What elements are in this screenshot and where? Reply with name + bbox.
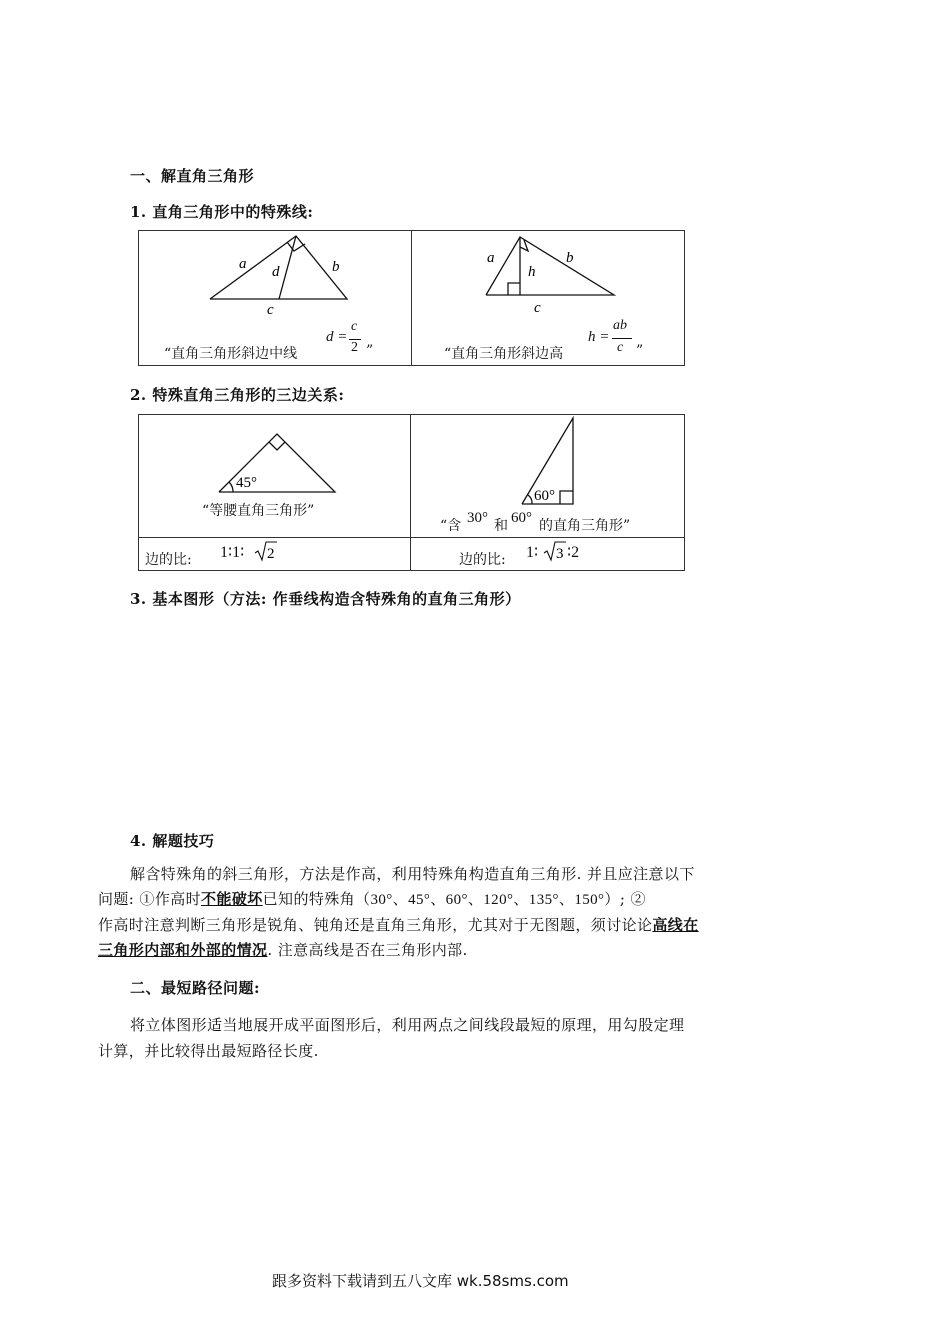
sqrt-radicand-2: 2 [267,546,275,562]
altitude-caption: “直角三角形斜边高 [444,346,564,362]
label-a: a [239,256,247,272]
sqrt-symbol [254,539,278,563]
angle-60-label: 60° [534,488,555,504]
median-formula-num: c [351,319,358,334]
median-formula-lhs: d = [326,329,348,345]
caption-angle-60: 60° [511,510,532,526]
item3-title: 3. 基本图形（方法: 作垂线构造含特殊角的直角三角形） [130,590,521,608]
tips-line-1: 解含特殊角的斜三角形，方法是作高，利用特殊角构造直角三角形. 并且应注意以下 [130,865,695,883]
isosceles-right-triangle-diagram [139,415,409,505]
30-60-triangle-diagram [411,415,683,507]
altitude-formula-num: ab [613,318,627,333]
label-c: c [534,300,541,316]
angle-arc [528,495,532,504]
30-60-caption-post: 的直角三角形” [539,518,631,534]
emphasis-no-break: 不能破坏 [201,890,263,908]
label-h: h [528,264,536,280]
footer-link[interactable]: 跟多资料下载请到五八文库 wk.58sms.com [272,1272,569,1290]
angle-60: 60° [445,892,468,908]
foot-right-angle-marker [508,283,520,295]
sqrt-radicand-3: 3 [556,546,564,562]
tips-line-4: 三角形内部和外部的情况. 注意高线是否在三角形内部. [98,941,468,959]
median-formula-den: 2 [351,340,358,355]
angle-45-label: 45° [236,475,257,491]
label-b: b [332,259,340,275]
shortest-path-line-1: 将立体图形适当地展开成平面图形后，利用两点之间线段最短的原理，用勾股定理 [130,1016,685,1034]
label-c: c [267,302,274,318]
30-60-caption-mid: 和 [494,518,508,534]
ratio-label-30-60: 边的比: [459,552,506,568]
sqrt-symbol [543,539,567,563]
item4-title: 4. 解题技巧 [130,832,215,850]
angle-120: 120° [483,892,514,908]
label-d: d [272,264,280,280]
label-a: a [487,250,495,266]
altitude-formula-den: c [617,340,624,355]
altitude-caption-end: ” [636,343,644,359]
section1-title: 一、解直角三角形 [130,167,255,185]
label-b: b [566,250,574,266]
altitude-triangle [486,237,614,295]
emphasis-altitude: 高线在 [652,916,699,934]
item2-title: 2. 特殊直角三角形的三边关系: [130,386,345,404]
angle-150: 150° [574,892,605,908]
section2-title: 二、最短路径问题: [130,979,261,997]
ratio-30-60-suffix: ∶2 [567,544,580,561]
tips-line-2: 问题: ①作高时不能破坏已知的特殊角（30°、45°、60°、120°、135°、150°）; ② [98,890,646,908]
isosceles-caption: “等腰直角三角形” [202,503,315,519]
shortest-path-line-2: 计算，并比较得出最短路径长度. [98,1042,319,1060]
median-caption: “直角三角形斜边中线 [164,346,298,362]
item1-title: 1. 直角三角形中的特殊线: [130,203,314,221]
emphasis-inside-outside: 三角形内部和外部的情况 [98,941,268,959]
ratio-45-prefix: 1∶1∶ [220,544,245,561]
median-caption-end: ” [366,343,374,359]
angle-135: 135° [528,892,559,908]
angle-30: 30° [370,892,393,908]
right-angle-marker [560,491,573,504]
angle-arc [229,482,233,492]
right-angle-marker [269,442,285,450]
median-line [279,236,296,299]
ratio-30-60-prefix: 1∶ [526,544,539,561]
caption-angle-30: 30° [467,510,488,526]
30-60-caption-pre: “含 [440,518,462,534]
angle-45: 45° [408,892,431,908]
altitude-formula-lhs: h = [588,329,610,345]
ratio-label-45: 边的比: [145,552,192,568]
tips-line-3: 作高时注意判断三角形是锐角、钝角还是直角三角形，尤其对于无图题，须讨论论高线在 [98,916,699,934]
